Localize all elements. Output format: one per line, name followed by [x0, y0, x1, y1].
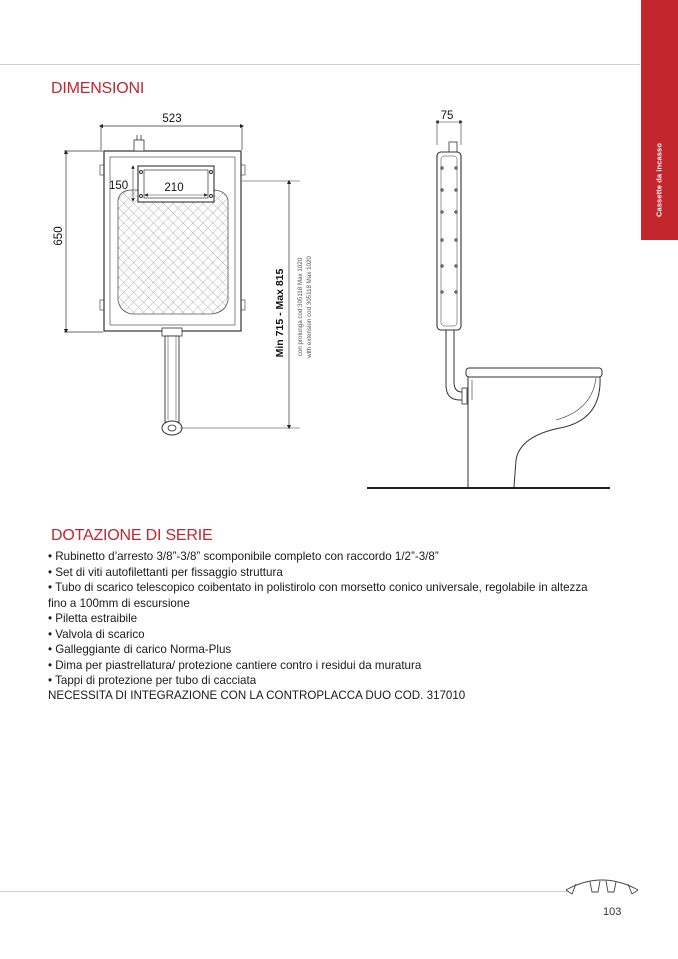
height-dimension: 650 — [53, 226, 65, 246]
list-item: • Piletta estraibile — [48, 612, 138, 625]
dimensions-title: DIMENSIONI — [51, 80, 145, 97]
plate-height-dimension: 150 — [109, 180, 129, 192]
side-view — [367, 120, 610, 488]
list-item: • Dima per piastrellatura/ protezione cantiere contro i residui da muratura — [48, 658, 422, 672]
depth-dimension: 75 — [440, 110, 454, 122]
equipment-list — [48, 549, 638, 689]
equipment-title: DOTAZIONE DI SERIE — [51, 527, 213, 544]
list-item: • Tubo di scarico telescopico coibentato in polistirolo con morsetto conico universale, regolabile in altezza — [48, 581, 588, 594]
range-dimension: Min 715 - Max 815 — [274, 268, 286, 358]
list-item: • Valvola di scarico — [48, 627, 145, 641]
extension-note-it: con prolunga cod 305118 Max 1020 — [297, 257, 304, 357]
bottom-divider — [0, 891, 568, 892]
page-number: 103 — [603, 906, 622, 918]
integration-note: NECESSITA DI INTEGRAZIONE CON LA CONTROPLACCA DUO COD. 317010 — [48, 689, 466, 702]
side-tab-label: Cassette da incasso — [654, 142, 664, 218]
list-item: fino a 100mm di escursione — [48, 596, 190, 610]
plate-width-dimension: 210 — [164, 182, 184, 194]
list-item: • Galleggiante di carico Norma-Plus — [48, 643, 232, 656]
extension-note-en: with extension cod 305118 Max 1020 — [306, 256, 313, 358]
list-item: • Tappi di protezione per tubo di cacciata — [48, 674, 257, 687]
footer-ornament-icon — [564, 876, 640, 896]
front-view — [64, 125, 300, 435]
list-item: • Set di viti autofilettanti per fissaggio struttura — [48, 565, 283, 579]
width-dimension: 523 — [162, 113, 182, 125]
list-item: • Rubinetto d’arresto 3/8”-3/8” scomponibile completo con raccordo 1/2”-3/8” — [48, 550, 439, 563]
